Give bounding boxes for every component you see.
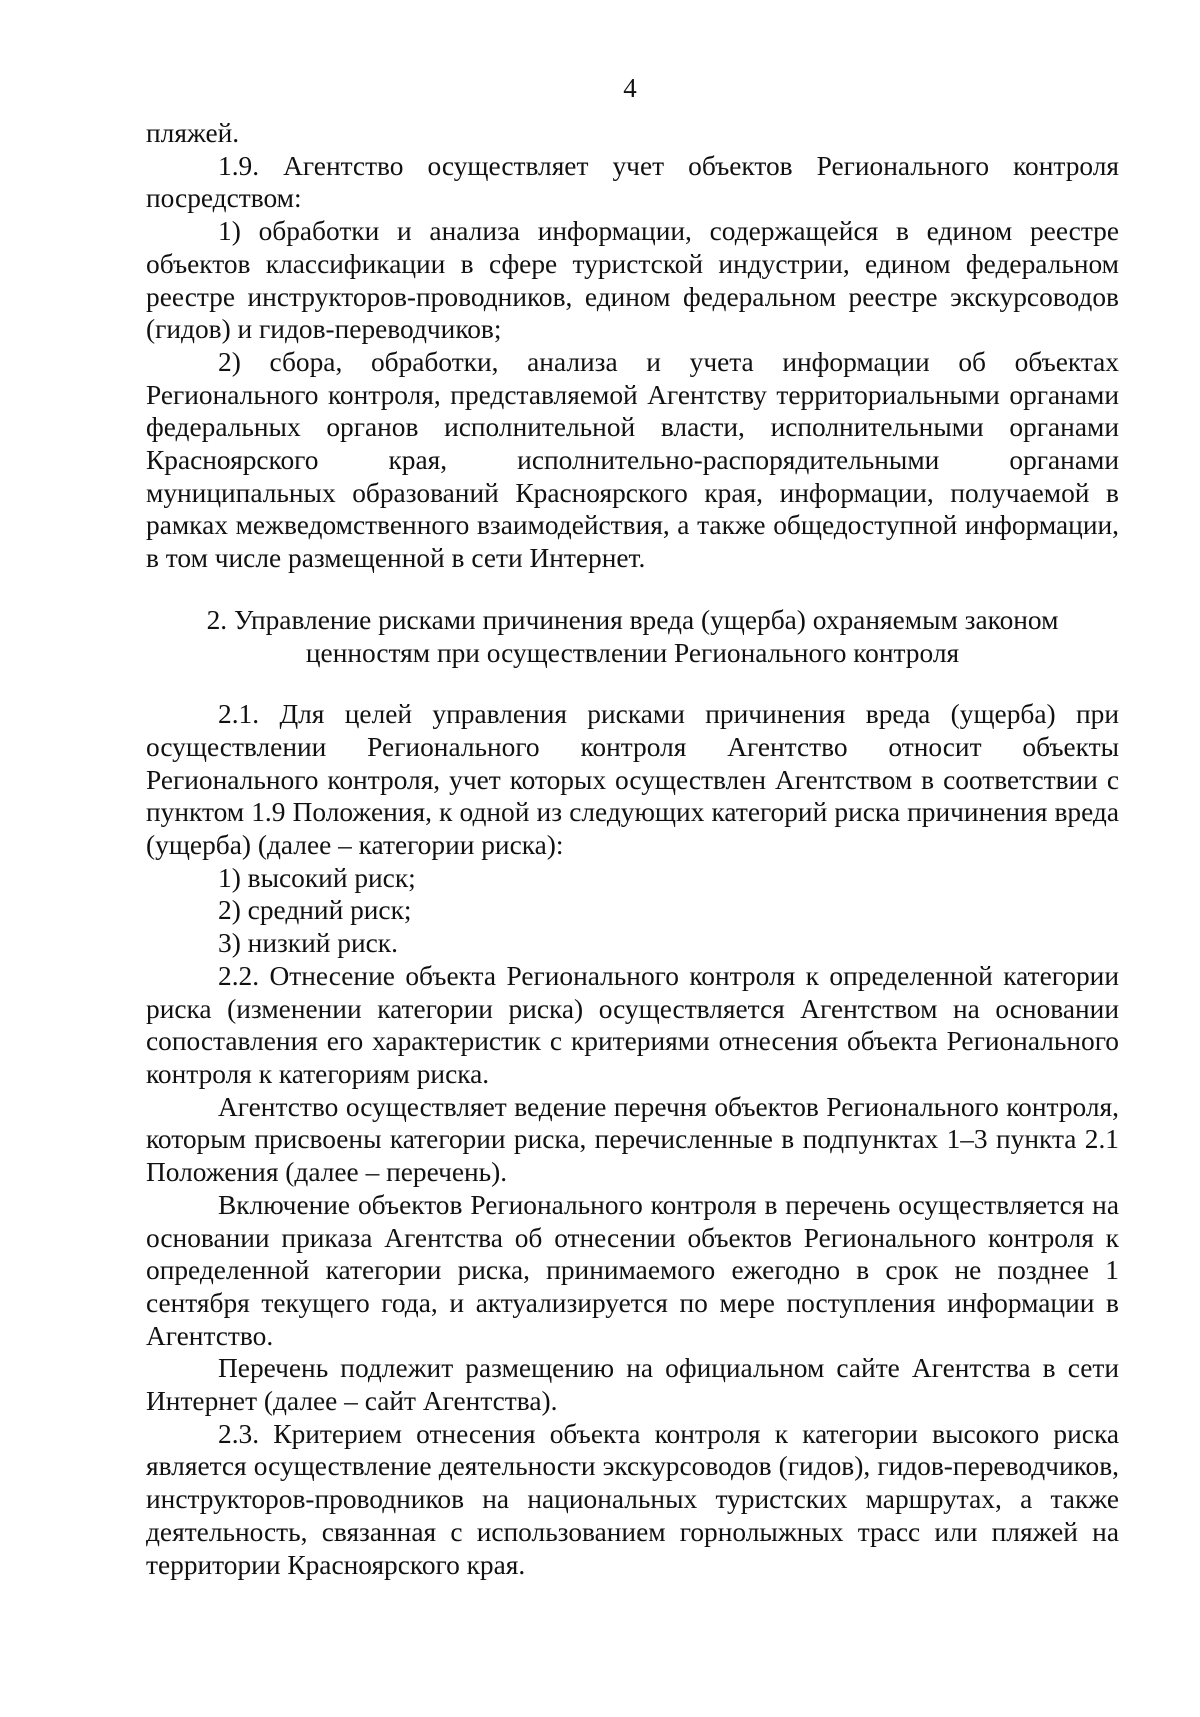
paragraph-2-1: 2.1. Для целей управления рисками причинения вреда (ущерба) при осуществлении Регионального контроля Агентство относит объекты Регионального контроля, учет которых осуществлен Агентством в соответствии с пунктом 1.9 Положения, к одной из следующих категорий риска причинения вреда (ущерба) (далее – категории риска): bbox=[146, 699, 1119, 861]
paragraph-2-2: 2.2. Отнесение объекта Регионального контроля к определенной категории риска (изменении категории риска) осуществляется Агентством на основании сопоставления его характеристик с критериями отнесения объекта Регионального контроля к категориям риска. bbox=[146, 960, 1119, 1089]
paragraph-register: Агентство осуществляет ведение перечня объектов Регионального контроля, которым присвоены категории риска, перечисленные в подпунктах 1–3 пункта 2.1 Положения (далее – перечень). bbox=[146, 1091, 1119, 1188]
paragraph-continuation: пляжей. bbox=[146, 118, 240, 148]
page-number: 4 bbox=[623, 73, 637, 103]
paragraph-inclusion: Включение объектов Регионального контроля в перечень осуществляется на основании приказа Агентства об отнесении объектов Регионального контроля к определенной категории риска, принимаемого ежегодно в срок не позднее 1 сентября текущего года, и актуализируется по мере поступления информации в Агентство. bbox=[146, 1189, 1119, 1351]
document-body bbox=[146, 117, 1119, 1581]
paragraph-publication: Перечень подлежит размещению на официальном сайте Агентства в сети Интернет (далее – сайт Агентства). bbox=[146, 1353, 1119, 1417]
risk-category-low: 3) низкий риск. bbox=[218, 928, 398, 959]
paragraph-1-9-item-2: 2) сбора, обработки, анализа и учета информации об объектах Регионального контроля, представляемой Агентству территориальными органами федеральных органов исполнительной власти, исполнительными органами Красноярского края, исполнительно-распорядительными органами муниципальных образований Красноярского края, информации, получаемой в рамках межведомственного взаимодействия, а также общедоступной информации, в том числе размещенной в сети Интернет. bbox=[146, 346, 1119, 574]
paragraph-1-9: 1.9. Агентство осуществляет учет объектов Регионального контроля посредством: bbox=[146, 150, 1119, 214]
paragraph-2-3: 2.3. Критерием отнесения объекта контроля к категории высокого риска является осуществление деятельности экскурсоводов (гидов), гидов-переводчиков, инструкторов-проводников на национальных туристских маршрутах, а также деятельность, связанная с использованием горнолыжных трасс или пляжей на территории Красноярского края. bbox=[146, 1418, 1119, 1580]
risk-category-medium: 2) средний риск; bbox=[218, 895, 412, 926]
section-heading-2: 2. Управление рисками причинения вреда (ущерба) охраняемым законом ценностям при осуществлении Регионального контроля bbox=[206, 604, 1059, 668]
risk-category-high: 1) высокий риск; bbox=[218, 862, 416, 893]
paragraph-1-9-item-1: 1) обработки и анализа информации, содержащейся в едином реестре объектов классификации в сфере туристской индустрии, едином федеральном реестре инструкторов-проводников, едином федеральном реестре экскурсоводов (гидов) и гидов-переводчиков; bbox=[146, 216, 1119, 345]
